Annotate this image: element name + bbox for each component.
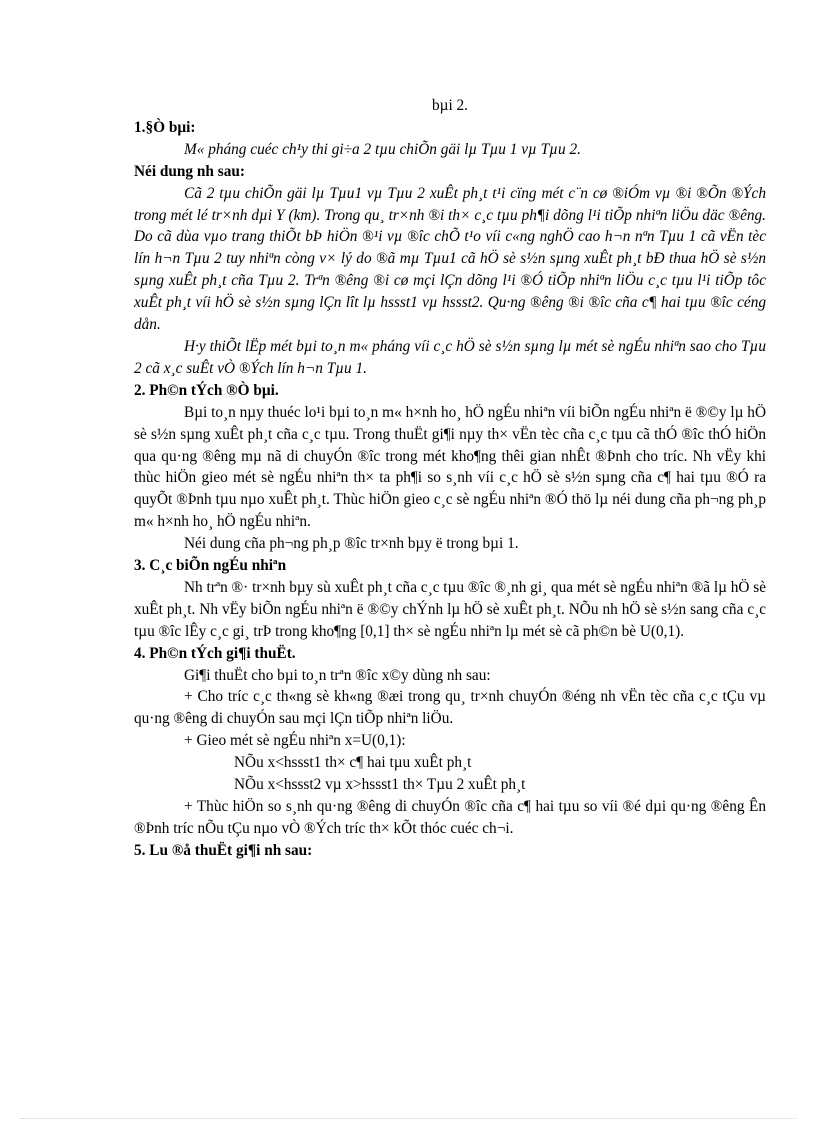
section-4-heading: 4. Ph©n tÝch gi¶i thuËt. [134, 644, 296, 662]
section-5-heading: 5. Lu ®å thuËt gi¶i nh sau: [134, 841, 313, 859]
section-2-paragraph-1: Bµi to¸n nµy thuéc lo¹i bµi to¸n m« h×nh ho¸ hÖ ngÉu nhiªn víi biÕn ngÉu nhiªn ë ®©y lµ hÖ sè s½n sµng xuÊt ph¸t cña c¸c tµu. Trong thuËt gi¶i nµy th× vËn tèc cña c¸c tµu cã thÓ ®îc thÓ hiÖn qua qu·ng ®êng mµ nã di chuyÓn ®îc trong mét kho¶ng thêi gian nhÊt ®Þnh cho tríc. Nh vËy khi thùc hiÖn gieo mét sè ngÉu nhiªn th× ta ph¶i so s¸nh víi c¸c hÖ sè s½n sµng cña c¶ hai tµu ®Ó ra quyÕt ®Þnh tµu nµo xuÊt ph¸t. Thùc hiÖn gieo c¸c sè ngÉu nhiªn ®Ó thö lµ néi dung cña ph¬ng ph¸p m« h×nh ho¸ hÖ ngÉu nhiªn. [134, 403, 766, 531]
section-3-paragraph-1: Nh trªn ®· tr×nh bµy sù xuÊt ph¸t cña c¸c tµu ®îc ®¸nh gi¸ qua mét sè ngÉu nhiªn ®ã lµ hÖ sè xuÊt ph¸t. Nh vËy biÕn ngÉu nhiªn ë ®©y chÝnh lµ hÖ sè xuÊt ph¸t. NÕu nh hÖ sè s½n sang cña c¸c tµu ®îc lÊy c¸c gi¸ trÞ trong kho¶ng [0,1] th× sè ngÉu nhiªn lµ mét sè cã ph©n bè U(0,1). [134, 578, 766, 640]
section-4-sub-item-1: NÕu x<hssst1 th× c¶ hai tµu xuÊt ph¸t [234, 754, 472, 772]
section-1-paragraph-1: Cã 2 tµu chiÕn gäi lµ Tµu1 vµ Tµu 2 xuÊt ph¸t t¹i cïng mét c¨n cø ®iÓm vµ ®i ®Õn ®Ých trong mét lé tr×nh dµi Y (km). Trong qu¸ tr×nh ®i th× c¸c tµu ph¶i dõng l¹i tiÕp nhiªn liÖu däc ®êng. Do cã dùa vµo trang thiÕt bÞ hiÖn ®¹i vµ ®îc chÕ t¹o víi c«ng nghÖ cao h¬n nªn Tµu 1 cã vËn tèc lín h¬n Tµu 2 tuy nhiªn còng v× lý do ®ã mµ Tµu1 cã hÖ sè s½n sµng xuÊt ph¸t bÐ thua hÖ sè s½n sµng xuÊt ph¸t cña Tµu 2. Trªn ®êng ®i cø mçi lÇn dõng l¹i ®Ó tiÕp nhiªn liÖu c¸c tµu l¹i tiÕp tôc xuÊt ph¸t víi hÖ sè s½n sµng lÇn lît lµ hssst1 vµ hssst2. Qu·ng ®êng ®i ®îc cña c¶ hai tµu ®îc céng dån. [134, 184, 766, 334]
section-4-bullet-2: + Gieo mét sè ngÉu nhiªn x=U(0,1): [184, 732, 406, 750]
section-4-bullet-3: + Thùc hiÖn so s¸nh qu·ng ®êng di chuyÓn ®îc cña c¶ hai tµu so víi ®é dµi qu·ng ®êng Ên ®Þnh tríc nÕu tÇu nµo vÒ ®Ých tríc th× kÕt thóc cuéc ch¬i. [134, 798, 766, 837]
section-1-paragraph-2: H·y thiÕt lËp mét bµi to¸n m« pháng víi c¸c hÖ sè s½n sµng lµ mét sè ngÉu nhiªn sao cho Tµu 2 cã x¸c suÊt vÒ ®Ých lín h¬n Tµu 1. [134, 337, 766, 377]
document-page [134, 95, 766, 862]
section-1-content-label: Néi dung nh sau: [134, 162, 245, 180]
page-bottom-divider [20, 1118, 796, 1119]
section-4-paragraph-1: Gi¶i thuËt cho bµi to¸n trªn ®îc x©y dùng nh sau: [184, 666, 491, 684]
section-4-sub-item-2: NÕu x<hssst2 vµ x>hssst1 th× Tµu 2 xuÊt ph¸t [234, 776, 526, 794]
section-3-heading: 3. C¸c biÕn ngÉu nhiªn [134, 557, 287, 575]
page-title: bµi 2. [431, 97, 468, 114]
section-2-heading: 2. Ph©n tÝch ®Ò bµi. [134, 381, 279, 399]
section-1-intro: M« pháng cuéc ch¹y thi gi÷a 2 tµu chiÕn gäi lµ Tµu 1 vµ Tµu 2. [184, 140, 581, 158]
section-4-bullet-1: + Cho tríc c¸c th«ng sè kh«ng ®æi trong qu¸ tr×nh chuyÓn ®éng nh vËn tèc cña c¸c tÇu vµ qu·ng ®êng di chuyÓn sau mçi lÇn tiÕp nhiªn liÖu. [134, 688, 766, 728]
section-1-heading: 1.§Ò bµi: [134, 118, 196, 136]
section-2-paragraph-2: Néi dung cña ph¬ng ph¸p ®îc tr×nh bµy ë trong bµi 1. [184, 535, 519, 553]
